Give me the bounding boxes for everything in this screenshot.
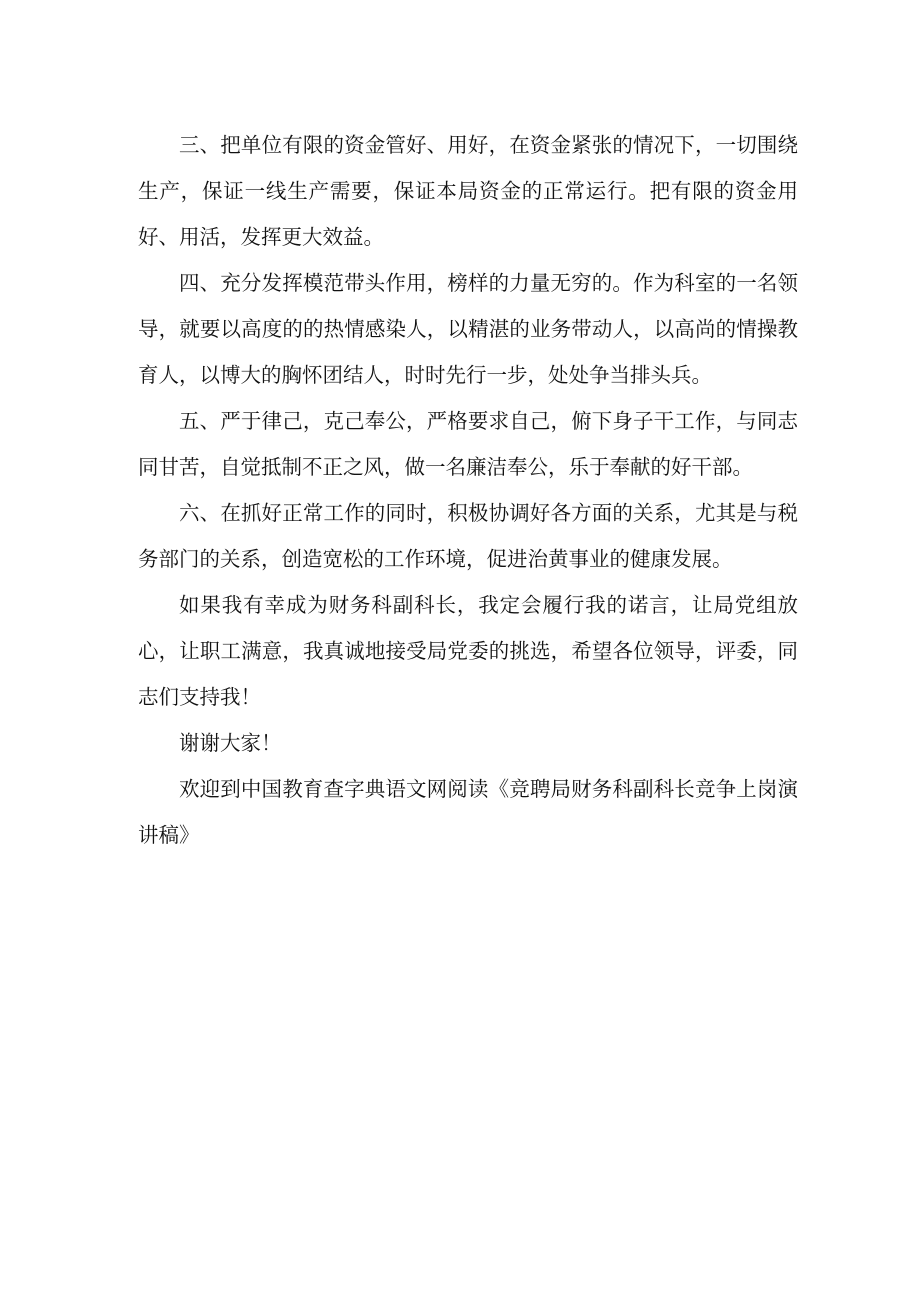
document-body bbox=[138, 122, 798, 858]
paragraph-source-note: 欢迎到中国教育查字典语文网阅读《竞聘局财务科副科长竞争上岗演讲稿》 bbox=[138, 777, 798, 847]
paragraph-four: 四、充分发挥模范带头作用，榜样的力量无穷的。作为科室的一名领导，就要以高度的的热情感染人，以精湛的业务带动人，以高尚的情操教育人，以博大的胸怀团结人，时时先行一步，处处争当排头兵。 bbox=[138, 271, 798, 387]
paragraph-thanks: 谢谢大家！ bbox=[179, 731, 282, 755]
paragraph-three: 三、把单位有限的资金管好、用好，在资金紧张的情况下，一切围绕生产，保证一线生产需要，保证本局资金的正常运行。把有限的资金用好、用活，发挥更大效益。 bbox=[138, 133, 798, 249]
paragraph-pledge: 如果我有幸成为财务科副科长，我定会履行我的诺言，让局党组放心，让职工满意，我真诚地接受局党委的挑选，希望各位领导，评委，同志们支持我！ bbox=[138, 593, 798, 709]
paragraph-six: 六、在抓好正常工作的同时，积极协调好各方面的关系，尤其是与税务部门的关系，创造宽松的工作环境，促进治黄事业的健康发展。 bbox=[138, 501, 798, 571]
paragraph-five: 五、严于律己，克己奉公，严格要求自己，俯下身子干工作，与同志同甘苦，自觉抵制不正之风，做一名廉洁奉公，乐于奉献的好干部。 bbox=[138, 409, 798, 479]
